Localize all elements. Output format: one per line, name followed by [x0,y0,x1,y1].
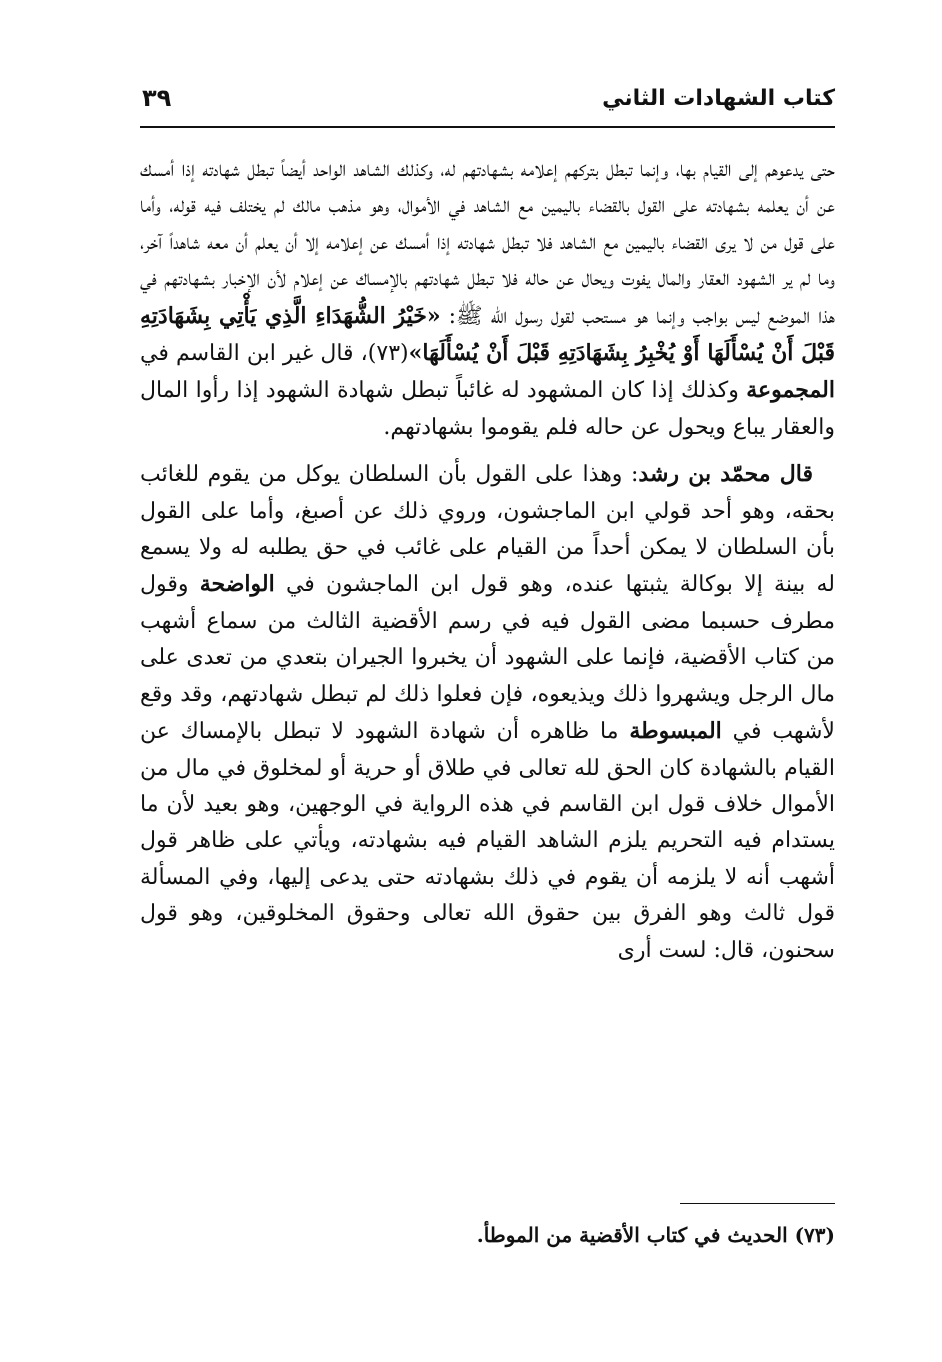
main-text [140,152,835,969]
footnote-reference: (٧٣) [367,341,409,367]
text-run: وكذلك إذا كان المشهود له غائباً تبطل شهادة الشهود إذا رأوا المال والعقار يباع ويحول عن حاله فلم يقوموا بشهادتهم. [140,378,835,440]
hadith-quote: «خَيْرُ الشُّهَدَاءِ الَّذِي يَأْتِي بِشَهَادَتِهِ قَبْلَ أَنْ يُسْأَلَهَا أَوْ يُخْبِرُ بِشَهَادَتِهِ قَبْلَ أَنْ يُسْأَلَهَا» [140,302,835,367]
text-run: : وهذا على القول بأن السلطان يوكل من يقوم للغائب بحقه، وهو أحد قولي ابن الماجشون، وروي ذلك عن أصبغ، وأما على القول بأن السلطان لا يمكن أحداً من القيام على غائب في حق يطلبه له ولا يسمع له بينة إلا بوكالة يثبتها عنده، وهو قول ابن الماجشون في [140,462,835,598]
speaker-name: قال محمّد بن رشد [638,461,813,488]
text-run: ، قال غير ابن القاسم في [140,341,368,367]
footnote-separator [680,1203,835,1204]
header-rule [140,126,835,128]
text-run: حتى يدعوهم إلى القيام بها، وإنما تبطل بتركهم إعلامه بشهادتهم له، وكذلك الشاهد الواحد أيضاً تبطل شهادته إذا أمسك عن أن يعلمه بشهادته على القول بالقضاء باليمين مع الشاهد في الأموال، وهو مذهب مالك لم يختلف فيه قوله، وأما على قول من لا يرى القضاء باليمين مع الشاهد فلا تبطل شهادته إذا أمسك عن إعلامه إلا أن يعلم أن معه شاهداً آخر، وما لم ير الشهود العقار والمال يفوت ويحال عن حاله فلا تبطل شهادتهم بالإمساك عن إعلام لأن الإخبار بشهادتهم في هذا الموضع ليس بواجب وإنما هو مستحب لقول رسول الله ﷺ: [140,157,836,329]
text-run: ما ظاهره أن شهادة الشهود لا تبطل بالإمساك عن القيام بالشهادة كان الحق لله تعالى في طلاق أو حرية أو لمخلوق في مال من الأموال خلاف قول ابن القاسم في هذه الرواية في الوجهين، وهو بعيد لأن ما يستدام فيه التحريم يلزم الشاهد القيام فيه بشهادته، ويأتي على ظاهر قول أشهب أنه لا يلزمه أن يقوم في ذلك بشهادته حتى يدعى إليها، وفي المسألة قول ثالث وهو الفرق بين حقوق الله تعالى وحقوق المخلوقين، وهو قول سحنون، قال: لست أرى [140,719,835,963]
paragraph-1 [140,152,835,446]
footnote: (٧٣) الحديث في كتاب الأقضية من الموطأ. [476,1223,835,1247]
page-number: ٣٩ [142,84,172,112]
book-title: المبسوطة [629,718,722,745]
text-run: وقول مطرف حسبما مضى القول فيه في رسم الأقضية الثالث من سماع أشهب من كتاب الأقضية، فإنما على الشهود أن يخبروا الجيران بتعدي من تعدى على مال الرجل ويشهروا ذلك ويذيعوه، فإن فعلوا ذلك لم تبطل شهادتهم، وقد وقع لأشهب في [140,572,835,745]
paragraph-2 [140,456,835,969]
page-header [140,84,835,124]
book-title: الواضحة [199,571,275,598]
book-title: المجموعة [746,377,835,404]
running-title: كتاب الشهادات الثاني [602,86,835,111]
